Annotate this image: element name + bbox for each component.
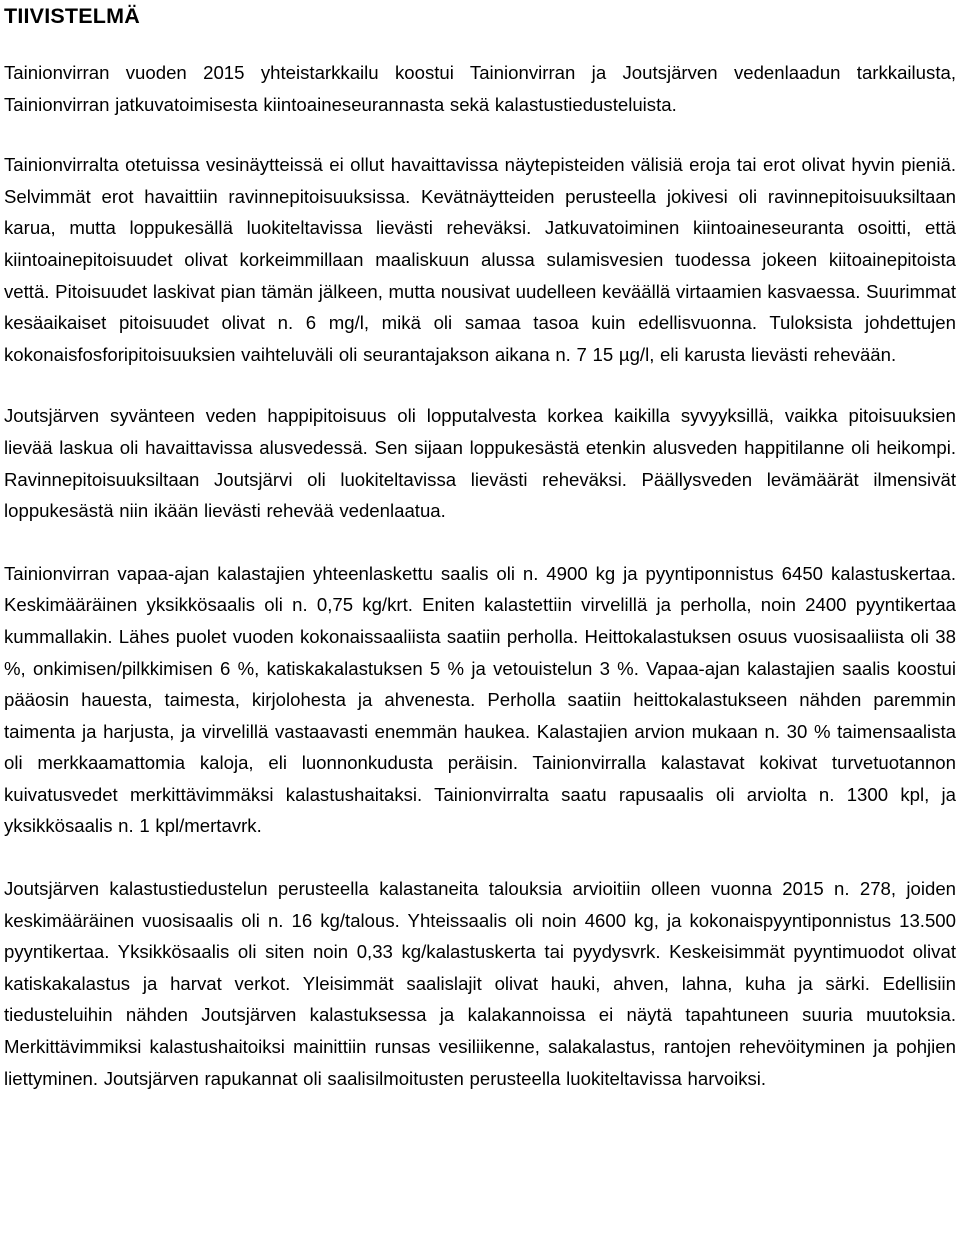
document-page: [4, 0, 956, 1094]
paragraph-joutsjarvi-fishing: Joutsjärven kalastustiedustelun perusteella kalastaneita talouksia arvioitiin olleen vuonna 2015 n. 278, joiden keskimääräinen vuosisaalis oli n. 16 kg/talous. Yhteissaalis oli noin 4600 kg, ja kokonaispyyntiponnistus 13.500 pyyntikertaa. Yksikkösaalis oli siten noin 0,33 kg/kalastuskerta tai pyydysvrk. Keskeisimmät pyyntimuodot olivat katiskakalastus ja harvat verkot. Yleisimmät saalislajit olivat hauki, ahven, lahna, kuha ja särki. Edellisiin tiedusteluihin nähden Joutsjärven kalastuksessa ja kalakannoissa ei näytä tapahtuneen suuria muutoksia. Merkittävimmiksi kalastushaitoiksi mainittiin runsas vesiliikenne, salakalastus, rantojen rehevöityminen ja pohjien liettyminen. Joutsjärven rapukannat oli saalisilmoitusten perusteella luokiteltavissa harvoiksi.: [4, 878, 956, 1089]
document-title: TIIVISTELMÄ: [4, 4, 140, 28]
paragraph-joutsjarvi-water-quality: Joutsjärven syvänteen veden happipitoisuus oli lopputalvesta korkea kaikilla syvyyksillä, vaikka pitoisuuksien lievää laskua oli havaittavissa alusvedessä. Sen sijaan loppukesästä etenkin alusveden happitilanne oli heikompi. Ravinnepitoisuuksiltaan Joutsjärvi oli luokiteltavissa lievästi reheväksi. Päällysveden levämäärät ilmensivät loppukesästä niin ikään lievästi rehevää vedenlaatua.: [4, 405, 956, 522]
paragraph-monitoring-overview: Tainionvirran vuoden 2015 yhteistarkkailu koostui Tainionvirran ja Joutsjärven vedenlaadun tarkkailusta, Tainionvirran jatkuvatoimisesta kiintoaineseurannasta sekä kalastustiedusteluista.: [4, 62, 956, 115]
paragraph-tainionvirta-water-quality: Tainionvirralta otetuissa vesinäytteissä ei ollut havaittavissa näytepisteiden välisiä eroja tai erot olivat hyvin pieniä. Selvimmät erot havaittiin ravinnepitoisuuksissa. Kevätnäytteiden perusteella jokivesi oli ravinnepitoisuuksiltaan karua, mutta loppukesällä luokiteltavissa lievästi reheväksi. Jatkuvatoiminen kiintoaineseuranta osoitti, että kiintoainepitoisuudet olivat korkeimmillaan maaliskuun alussa sulamisvesien tuodessa jokeen kiitoainepitoista vettä. Pitoisuudet laskivat pian tämän jälkeen, mutta nousivat uudelleen keväällä virtaamien kasvaessa. Suurimmat kesäaikaiset pitoisuudet olivat n. 6 mg/l, mikä oli samaa tasoa kuin edellisvuonna. Tuloksista johdettujen kokonaisfosforipitoisuuksien vaihteluväli oli seurantajakson aikana n. 7 15 µg/l, eli karusta lievästi rehevään.: [4, 154, 956, 365]
paragraph-tainionvirta-fishing: Tainionvirran vapaa-ajan kalastajien yhteenlaskettu saalis oli n. 4900 kg ja pyyntiponnistus 6450 kalastuskertaa. Keskimääräinen yksikkösaalis oli n. 0,75 kg/krt. Eniten kalastettiin virvelillä ja perholla, noin 2400 pyyntikertaa kummallakin. Lähes puolet vuoden kokonaissaaliista saatiin perholla. Heittokalastuksen osuus vuosisaaliista oli 38 %, onkimisen/pilkkimisen 6 %, katiskakalastuksen 5 % ja vetouistelun 3 %. Vapaa-ajan kalastajien saalis koostui pääosin hauesta, taimesta, kirjolohesta ja ahvenesta. Perholla saatiin heittokalastukseen nähden paremmin taimenta ja harjusta, ja virvelillä vastaavasti enemmän haukea. Kalastajien arvion mukaan n. 30 % taimensaalista oli merkkaamattomia kaloja, eli luonnonkudusta peräisin. Tainionvirralla kalastavat kokivat turvetuotannon kuivatusvedet merkittävimmäksi kalastushaitaksi. Tainionvirralta saatu rapusaalis oli arviolta n. 1300 kpl, ja yksikkösaalis n. 1 kpl/mertavrk.: [4, 562, 956, 837]
